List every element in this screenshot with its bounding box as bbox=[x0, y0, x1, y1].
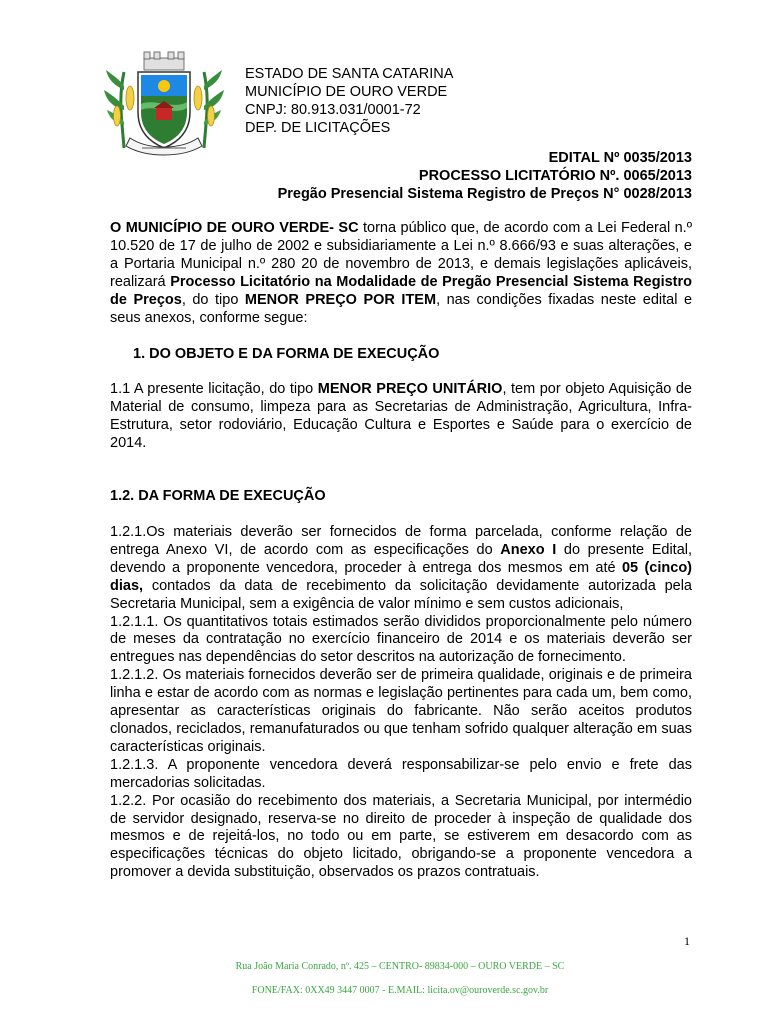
header-cnpj: CNPJ: 80.913.031/0001-72 bbox=[245, 102, 421, 118]
edital-references bbox=[278, 149, 692, 203]
p121-prazo: 05 (cinco) dias, bbox=[110, 559, 693, 594]
header-department: DEP. DE LICITAÇÕES bbox=[245, 120, 391, 136]
p121-text-3: contados da data de recebimento da solicitação devidamente autorizada pela Secretaria Municipal, sem a exigência de valor mínimo e sem custos adicionais, bbox=[110, 577, 692, 612]
footer-address: Rua João Maria Conrado, nº. 425 – CENTRO- 89834-000 – OURO VERDE – SC bbox=[235, 961, 565, 972]
intro-municipality: O MUNICÍPIO DE OURO VERDE- SC bbox=[110, 220, 359, 236]
processo-number: PROCESSO LICITATÓRIO Nº. 0065/2013 bbox=[418, 168, 692, 184]
edital-number: EDITAL Nº 0035/2013 bbox=[548, 150, 692, 166]
page-number: 1 bbox=[684, 934, 690, 948]
intro-paragraph bbox=[110, 220, 692, 327]
intro-modalidade: Processo Licitatório na Modalidade de Pregão Presencial Sistema Registro de Preços bbox=[110, 273, 692, 308]
intro-text-3: , nas condições fixadas neste edital e seus anexos, conforme segue: bbox=[110, 291, 693, 326]
paragraph-1-1 bbox=[110, 381, 692, 453]
footer-contact: FONE/FAX: 0XX49 3447 0007 - E.MAIL: licita.ov@ouroverde.sc.gov.br bbox=[251, 985, 549, 996]
paragraph-1-2-1 bbox=[110, 524, 692, 882]
section-1-title: 1. DO OBJETO E DA FORMA DE EXECUÇÃO bbox=[133, 346, 440, 362]
p121-anexo: Anexo I bbox=[500, 541, 557, 558]
p11-tipo: MENOR PREÇO UNITÁRIO bbox=[317, 381, 503, 397]
paragraph-1-2-2: 1.2.2. Por ocasião do recebimento dos materiais, a Secretaria Municipal, por intermédio de servidor designado, reserva-se no direito de proceder à inspeção de qualidade dos mesmos e de rejeitá-los, no todo ou em parte, se estiverem em desacordo com as especificações técnicas do objeto licitado, obrigando-se a proponente vencedora a promover a devida substituição, observados os prazos contratuais. bbox=[110, 792, 692, 881]
pregao-number: Pregão Presencial Sistema Registro de Preços N° 0028/2013 bbox=[277, 186, 692, 202]
section-1-2-title: 1.2. DA FORMA DE EXECUÇÃO bbox=[110, 488, 326, 504]
paragraph-1-2-1-3: 1.2.1.3. A proponente vencedora deverá responsabilizar-se pelo envio e frete das mercadorias solicitadas. bbox=[110, 756, 692, 791]
p11-text-2: , tem por objeto Aquisição de Material de consumo, limpeza para as Secretarias de Administração, Agricultura, Infra-Estrutura, setor rodoviário, Educação Cultura e Esportes e Saúde para o exercício de 2014. bbox=[110, 381, 692, 451]
p121-text-2: do presente Edital, devendo a proponente vencedora, proceder à entrega dos mesmos em até bbox=[110, 541, 693, 576]
p11-text-1: 1.1 A presente licitação, do tipo bbox=[110, 381, 318, 397]
municipality-header bbox=[245, 65, 453, 137]
intro-text-2: , do tipo bbox=[181, 291, 245, 308]
header-municipality: MUNICÍPIO DE OURO VERDE bbox=[245, 84, 448, 100]
paragraph-1-2-1-2: 1.2.1.2. Os materiais fornecidos deverão ser de primeira qualidade, originais e de primeira linha e estar de acordo com as normas e legislação pertinentes para cada um, bem como, apresentar as características originais do fabricante. Não serão aceitos produtos clonados, reciclados, remanufaturados ou que tenham sofrido qualquer alteração em suas características originais. bbox=[110, 667, 692, 755]
p121-text-1: 1.2.1.Os materiais deverão ser fornecidos de forma parcelada, conforme relação de entrega Anexo VI, de acordo com as especificações do bbox=[110, 524, 692, 558]
paragraph-1-2-1-1: 1.2.1.1. Os quantitativos totais estimados serão divididos proporcionalmente pelo número de meses da contratação no exercício financeiro de 2014 e os materiais deverão ser entregues nas dependências do setor descritos na autorização de fornecimento. bbox=[110, 613, 692, 666]
municipal-coat-of-arms-icon bbox=[104, 50, 224, 160]
intro-tipo: MENOR PREÇO POR ITEM bbox=[244, 291, 437, 308]
header-state: ESTADO DE SANTA CATARINA bbox=[245, 66, 454, 82]
intro-text-1: torna público que, de acordo com a Lei Federal n.º 10.520 de 17 de julho de 2002 e subsidiariamente a Lei n.º 8.666/93 e suas alterações, e a Portaria Municipal n.º 280 20 de novembro de 2013, e demais legislações aplicáveis, realizará bbox=[110, 220, 692, 290]
